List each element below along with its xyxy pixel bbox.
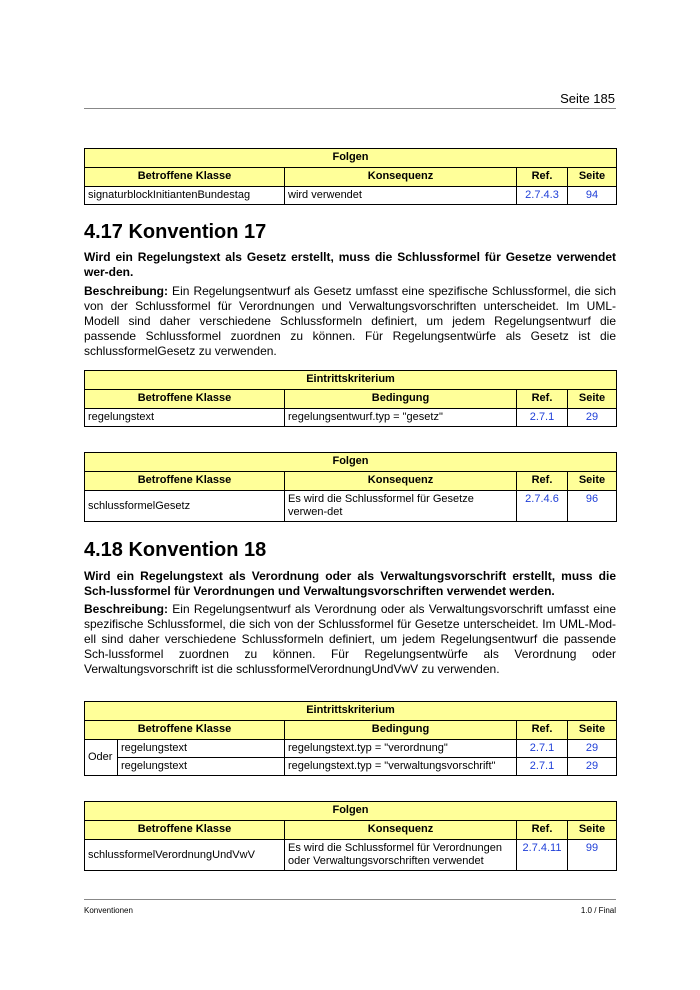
col-header-condition: Bedingung xyxy=(285,721,517,740)
col-header-class: Betroffene Klasse xyxy=(85,721,285,740)
col-header-page: Seite xyxy=(568,168,617,187)
ref-link[interactable]: 2.7.4.11 xyxy=(517,840,568,871)
cell-class: regelungstext xyxy=(85,409,285,427)
col-header-consequence: Konsequenz xyxy=(285,168,517,187)
cell-condition: regelungstext.typ = "verwaltungsvorschrift" xyxy=(285,758,517,776)
description-text: Ein Regelungsentwurf als Gesetz umfasst eine spezifische Schlussformel, die sich von der Schlussformel für Verordnungen und Verwaltungsvorschriften unterscheidet. Im UML-Modell sind daher verschiedene Schlussformeln definiert, um jedem Regelungsentwurf die passende Schlussformel zuordnen zu können. Für Regelungsentwürfe als Gesetz ist die schlussformelGesetz zu verwenden. xyxy=(84,284,616,358)
footer-right: 1.0 / Final xyxy=(580,906,616,915)
section-18-rule: Wird ein Regelungstext als Verordnung oder als Verwaltungsvorschrift erstellt, muss die Sch-lussformel für Verordnungen und Verwaltungsvorschriften verwendet werden. xyxy=(84,569,616,598)
col-header-ref: Ref. xyxy=(517,168,568,187)
page-number: Seite 185 xyxy=(560,91,615,106)
col-header-ref: Ref. xyxy=(517,472,568,491)
footer-left: Konventionen xyxy=(84,906,133,915)
page-link[interactable]: 29 xyxy=(568,758,617,776)
col-header-page: Seite xyxy=(568,472,617,491)
ref-link[interactable]: 2.7.1 xyxy=(517,758,568,776)
description-label: Beschreibung: xyxy=(84,602,169,616)
table-row xyxy=(85,740,617,758)
col-header-consequence: Konsequenz xyxy=(285,821,517,840)
table-row xyxy=(85,187,617,205)
section-18-description xyxy=(84,602,616,677)
cell-class: regelungstext xyxy=(118,758,285,776)
cell-condition: regelungsentwurf.typ = "gesetz" xyxy=(285,409,517,427)
page-link[interactable]: 29 xyxy=(568,409,617,427)
col-header-class: Betroffene Klasse xyxy=(85,821,285,840)
page-link[interactable]: 94 xyxy=(568,187,617,205)
col-header-ref: Ref. xyxy=(517,721,568,740)
description-text: Ein Regelungsentwurf als Verordnung oder als Verwaltungsvorschrift umfasst eine spezifische Schlussformel, die sich von der Schlussformel für Gesetze unterscheidet. Im UML-Mod-ell sind daher verschiedene Schlussformeln definiert, um jedem Regelungsentwurf die passende Sch-lussformel zuordnen zu können. Für Regelungsentwürfe als Verordnung oder Verwaltungsvorschrift ist die schlussformelVerordnungUndVwV zu verwenden. xyxy=(84,602,616,676)
ref-link[interactable]: 2.7.4.6 xyxy=(517,491,568,522)
cell-consequence: wird verwendet xyxy=(285,187,517,205)
footer-rule xyxy=(84,899,616,900)
page-link[interactable]: 99 xyxy=(568,840,617,871)
table-title: Eintrittskriterium xyxy=(85,702,617,721)
page-link[interactable]: 29 xyxy=(568,740,617,758)
cell-condition: regelungstext.typ = "verordnung" xyxy=(285,740,517,758)
page-link[interactable]: 96 xyxy=(568,491,617,522)
ref-link[interactable]: 2.7.1 xyxy=(517,740,568,758)
table-row xyxy=(85,758,617,776)
col-header-class: Betroffene Klasse xyxy=(85,390,285,409)
section-17-description xyxy=(84,284,616,359)
col-header-ref: Ref. xyxy=(517,390,568,409)
col-header-page: Seite xyxy=(568,721,617,740)
cell-class: schlussformelVerordnungUndVwV xyxy=(85,840,285,871)
folgen-table-3 xyxy=(84,801,617,871)
col-header-page: Seite xyxy=(568,821,617,840)
description-label: Beschreibung: xyxy=(84,284,169,298)
table-title: Folgen xyxy=(85,453,617,472)
header-rule xyxy=(84,108,616,109)
cell-consequence: Es wird die Schlussformel für Verordnungen oder Verwaltungsvorschriften verwendet xyxy=(285,840,517,871)
table-row xyxy=(85,409,617,427)
cell-class: regelungstext xyxy=(118,740,285,758)
table-title: Folgen xyxy=(85,802,617,821)
ref-link[interactable]: 2.7.1 xyxy=(517,409,568,427)
cell-consequence: Es wird die Schlussformel für Gesetze verwen-det xyxy=(285,491,517,522)
table-row xyxy=(85,840,617,871)
or-group-label: Oder xyxy=(85,740,118,776)
eintrittskriterium-table-2 xyxy=(84,701,617,776)
table-title: Eintrittskriterium xyxy=(85,371,617,390)
cell-class: signaturblockInitiantenBundestag xyxy=(85,187,285,205)
ref-link[interactable]: 2.7.4.3 xyxy=(517,187,568,205)
eintrittskriterium-table-1 xyxy=(84,370,617,427)
folgen-table-2 xyxy=(84,452,617,522)
cell-class: schlussformelGesetz xyxy=(85,491,285,522)
section-heading-17: 4.17 Konvention 17 xyxy=(84,221,267,243)
col-header-consequence: Konsequenz xyxy=(285,472,517,491)
folgen-table-1 xyxy=(84,148,617,205)
col-header-page: Seite xyxy=(568,390,617,409)
section-17-rule: Wird ein Regelungstext als Gesetz erstellt, muss die Schlussformel für Gesetze verwendet wer-den. xyxy=(84,250,616,279)
col-header-class: Betroffene Klasse xyxy=(85,472,285,491)
col-header-ref: Ref. xyxy=(517,821,568,840)
table-title: Folgen xyxy=(85,149,617,168)
table-row xyxy=(85,491,617,522)
section-heading-18: 4.18 Konvention 18 xyxy=(84,539,267,561)
col-header-condition: Bedingung xyxy=(285,390,517,409)
col-header-class: Betroffene Klasse xyxy=(85,168,285,187)
